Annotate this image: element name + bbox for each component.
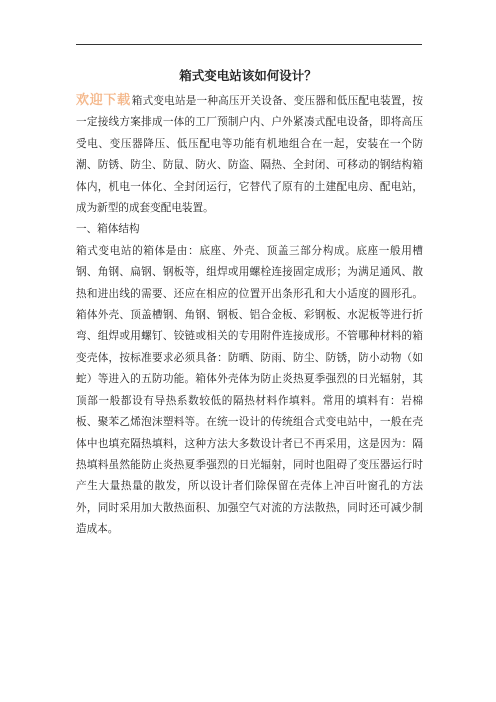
watermark-text: 欢迎下载 <box>76 93 131 108</box>
intro-paragraph <box>76 90 423 219</box>
intro-text: 箱式变电站是一种高压开关设备、变压器和低压配电装置，按一定接线方案排成一体的工厂预制户内、户外紧凑式配电设备，即将高压受电、变压器降压、低压配电等功能有机地组合在一起，安装在一个防潮、防锈、防尘、防鼠、防火、防盗、隔热、全封闭、可移动的钢结构箱体内，机电一体化、全封闭运行，它替代了原有的土建配电房、配电站，成为新型的成套变配电装置。 <box>76 95 423 215</box>
section-paragraph: 箱式变电站的箱体是由：底座、外壳、顶盖三部分构成。底座一般用槽钢、角钢、扁钢、钢板等，组焊或用螺栓连接固定成形；为满足通风、散热和进出线的需要、还应在相应的位置开出条形孔和大小适度的圆形孔。箱体外壳、顶盖槽钢、角钢、钢板、铝合金板、彩钢板、水泥板等进行折弯、组焊或用螺钉、铰链或相关的专用附件连接成形。不管哪种材料的箱变壳体，按标准要求必须具备：防晒、防雨、防尘、防锈，防小动物（如蛇）等进入的五防功能。箱体外壳体为防止炎热夏季强烈的日光辐射，其顶部一般都设有导热系数较低的隔热材料作填料。常用的填料有：岩棉板、聚苯乙烯泡沫塑料等。在统一设计的传统组合式变电站中，一般在壳体中也填充隔热填料，这种方法大多数设计者已不再采用，这是因为：隔热填料虽然能防止炎热夏季强烈的日光辐射，同时也阻碍了变压器运行时产生大量热量的散发，所以设计者们除保留在壳体上冲百叶窗孔的方法外，同时采用加大散热面积、加强空气对流的方法散热，同时还可减少制造成本。 <box>76 244 423 536</box>
document-body <box>76 90 423 541</box>
document-title: 箱式变电站该如何设计？ <box>179 68 317 83</box>
section-heading: 一、箱体结构 <box>76 223 140 236</box>
header-rule <box>76 44 422 45</box>
